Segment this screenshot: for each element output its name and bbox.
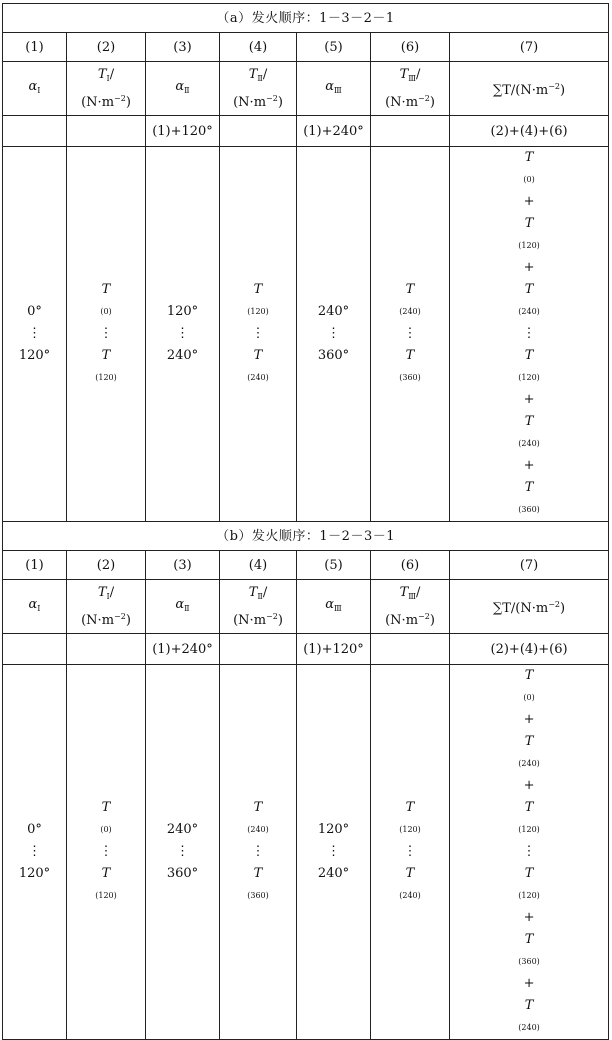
torque-symbol: T	[524, 866, 534, 881]
formula-cell	[3, 634, 67, 665]
torque-value	[220, 279, 296, 323]
torque-subscript: (240)	[518, 307, 540, 316]
plus-sign: +	[523, 778, 535, 793]
torque-subscript: (240)	[247, 373, 269, 382]
ellipsis: ⋮	[251, 326, 265, 341]
torque-subscript: (240)	[399, 891, 421, 900]
plus-sign: +	[523, 392, 535, 407]
formula-cell: (1)+240°	[297, 116, 371, 147]
torque-subscript: (360)	[399, 373, 421, 382]
angle-values	[146, 147, 220, 522]
torque-symbol: T	[253, 866, 263, 881]
torque-symbol: T	[97, 66, 107, 82]
torque-subscript: Ⅲ	[408, 591, 416, 601]
torque-subscript: (360)	[518, 505, 540, 514]
angle-value: 240°	[166, 348, 199, 363]
torque-symbol: T	[524, 480, 534, 495]
unit-text: (N·m	[233, 94, 267, 110]
unit-exponent: −2	[266, 611, 278, 621]
alpha-subscript: Ⅲ	[334, 86, 342, 95]
torque-value	[67, 863, 145, 907]
alpha-symbol: α	[28, 79, 38, 94]
torque-subscript: (240)	[399, 307, 421, 316]
formula-cell: (1)+120°	[297, 634, 371, 665]
column-number: (2)	[67, 33, 146, 62]
ellipsis: ⋮	[522, 844, 536, 859]
plus-sign: +	[523, 194, 535, 209]
column-number: (6)	[371, 551, 450, 580]
torque-values	[220, 147, 297, 522]
torque-value	[220, 345, 296, 389]
torque-symbol: T	[405, 866, 415, 881]
formula-cell: (2)+(4)+(6)	[450, 634, 609, 665]
torque-subscript: (120)	[518, 891, 540, 900]
formula-cell	[371, 116, 450, 147]
torque-subscript: (360)	[518, 957, 540, 966]
torque-subscript: Ⅲ	[408, 73, 416, 83]
angle-value: 240°	[317, 866, 350, 881]
slash: /	[262, 584, 268, 600]
column-number: (1)	[3, 33, 67, 62]
firing-order-torque-table	[2, 3, 609, 1040]
ellipsis: ⋮	[99, 326, 113, 341]
ellipsis: ⋮	[176, 326, 189, 341]
column-number: (3)	[146, 551, 220, 580]
torque-values	[371, 665, 450, 1040]
torque-value	[67, 345, 145, 389]
torque-value	[220, 797, 296, 841]
unit-exponent: −2	[114, 93, 126, 103]
unit-close: )	[277, 612, 283, 628]
torque-symbol: T	[248, 584, 258, 600]
torque-header-symbol	[220, 583, 296, 607]
ellipsis: ⋮	[251, 844, 265, 859]
torque-subscript: (240)	[247, 825, 269, 834]
torque-subscript: (0)	[100, 825, 112, 834]
angle-header	[3, 580, 67, 634]
torque-subscript: (0)	[523, 175, 535, 184]
column-number: (2)	[67, 551, 146, 580]
ellipsis: ⋮	[176, 844, 189, 859]
formula-cell	[67, 634, 146, 665]
torque-value	[371, 279, 449, 323]
symbol-header-row	[3, 62, 609, 116]
column-number-row	[3, 33, 609, 62]
angle-value: 0°	[27, 822, 42, 837]
angle-header	[146, 580, 220, 634]
formula-cell: (1)+240°	[146, 634, 220, 665]
angle-header	[297, 580, 371, 634]
torque-subscript: Ⅱ	[257, 591, 263, 601]
unit-close: )	[429, 94, 435, 110]
torque-subscript: (240)	[518, 1023, 540, 1032]
torque-symbol: T	[253, 800, 263, 815]
angle-value: 120°	[18, 866, 51, 881]
angle-header	[146, 62, 220, 116]
sum-text: ∑T/(N·m	[492, 83, 549, 98]
torque-symbol: T	[524, 932, 534, 947]
slash: /	[109, 584, 115, 600]
angle-value: 240°	[166, 822, 199, 837]
torque-header-symbol	[220, 65, 296, 89]
angle-values	[146, 665, 220, 1040]
torque-unit	[67, 89, 145, 113]
unit-text: (N·m	[81, 94, 115, 110]
angle-value: 120°	[317, 822, 350, 837]
angle-values	[3, 147, 67, 522]
torque-subscript: (120)	[95, 891, 117, 900]
torque-symbol: T	[524, 414, 534, 429]
torque-sum-expression	[450, 665, 608, 841]
torque-symbol: T	[253, 282, 263, 297]
torque-symbol: T	[405, 348, 415, 363]
unit-exponent: −2	[418, 611, 430, 621]
alpha-symbol: α	[175, 79, 185, 94]
column-number: (3)	[146, 33, 220, 62]
formula-cell	[220, 116, 297, 147]
torque-values	[67, 665, 146, 1040]
unit-close: )	[125, 612, 131, 628]
torque-value	[67, 797, 145, 841]
torque-subscript: (120)	[518, 825, 540, 834]
torque-subscript: (0)	[100, 307, 112, 316]
torque-subscript: (360)	[247, 891, 269, 900]
formula-cell	[220, 634, 297, 665]
slash: /	[416, 66, 421, 82]
total-torque-values	[450, 147, 609, 522]
unit-text: (N·m	[233, 612, 267, 628]
symbol-header-row	[3, 580, 609, 634]
torque-value	[67, 279, 145, 323]
torque-sum-expression	[450, 345, 608, 521]
torque-subscript: Ⅰ	[106, 73, 110, 83]
angle-values	[3, 665, 67, 1040]
torque-symbol: T	[524, 282, 534, 297]
torque-symbol: T	[524, 668, 534, 683]
alpha-symbol: α	[325, 597, 335, 612]
block-title-row	[3, 522, 609, 551]
unit-text: (N·m	[81, 612, 115, 628]
unit-exponent: −2	[548, 82, 561, 91]
torque-table-wrapper	[2, 3, 608, 1040]
slash: /	[109, 66, 115, 82]
unit-exponent: −2	[548, 600, 561, 609]
column-number: (5)	[297, 33, 371, 62]
ellipsis: ⋮	[403, 844, 417, 859]
torque-header-symbol	[67, 583, 145, 607]
block-title: （b）发火顺序：1－2－3－1	[3, 522, 609, 551]
column-number: (4)	[220, 551, 297, 580]
torque-subscript: (120)	[518, 241, 540, 250]
torque-symbol: T	[524, 348, 534, 363]
torque-value	[371, 863, 449, 907]
angle-value: 0°	[27, 304, 42, 319]
torque-symbol: T	[524, 150, 534, 165]
block-title: （a）发火顺序：1－3－2－1	[3, 4, 609, 33]
unit-exponent: −2	[418, 93, 430, 103]
torque-values	[67, 147, 146, 522]
ellipsis: ⋮	[99, 844, 113, 859]
torque-symbol: T	[399, 584, 409, 600]
alpha-subscript: Ⅰ	[37, 604, 41, 613]
column-number: (7)	[450, 551, 609, 580]
torque-symbol: T	[405, 800, 415, 815]
formula-cell	[371, 634, 450, 665]
torque-subscript: (0)	[523, 693, 535, 702]
torque-unit	[371, 89, 449, 113]
torque-unit	[67, 607, 145, 631]
torque-unit	[220, 89, 296, 113]
unit-exponent: −2	[114, 611, 126, 621]
alpha-symbol: α	[28, 597, 38, 612]
torque-subscript: (120)	[518, 373, 540, 382]
ellipsis: ⋮	[28, 844, 41, 859]
alpha-subscript: Ⅱ	[184, 86, 190, 95]
torque-subscript: (120)	[247, 307, 269, 316]
column-number: (1)	[3, 551, 67, 580]
angle-value: 120°	[166, 304, 199, 319]
plus-sign: +	[523, 712, 535, 727]
total-torque-header	[450, 580, 609, 634]
torque-header-symbol	[371, 583, 449, 607]
torque-sum-expression	[450, 863, 608, 1039]
alpha-subscript: Ⅲ	[334, 604, 342, 613]
angle-value: 120°	[18, 348, 51, 363]
unit-close: )	[560, 83, 566, 98]
torque-symbol: T	[524, 998, 534, 1013]
angle-values	[297, 665, 371, 1040]
angle-header	[3, 62, 67, 116]
torque-subscript: (240)	[518, 439, 540, 448]
torque-header	[67, 580, 146, 634]
formula-cell: (1)+120°	[146, 116, 220, 147]
ellipsis: ⋮	[28, 326, 41, 341]
alpha-subscript: Ⅱ	[184, 604, 190, 613]
unit-close: )	[429, 612, 435, 628]
torque-subscript: (240)	[518, 759, 540, 768]
angle-value: 360°	[166, 866, 199, 881]
unit-exponent: −2	[266, 93, 278, 103]
total-torque-header	[450, 62, 609, 116]
unit-text: (N·m	[385, 94, 419, 110]
formula-row	[3, 116, 609, 147]
torque-symbol: T	[253, 348, 263, 363]
angle-value: 360°	[317, 348, 350, 363]
alpha-symbol: α	[325, 79, 335, 94]
torque-values	[220, 665, 297, 1040]
torque-symbol: T	[101, 866, 111, 881]
torque-value	[220, 863, 296, 907]
torque-unit	[220, 607, 296, 631]
total-torque-values	[450, 665, 609, 1040]
column-number: (4)	[220, 33, 297, 62]
column-number: (7)	[450, 33, 609, 62]
unit-text: (N·m	[385, 612, 419, 628]
torque-symbol: T	[405, 282, 415, 297]
block-title-row	[3, 4, 609, 33]
formula-cell	[67, 116, 146, 147]
torque-symbol: T	[97, 584, 107, 600]
unit-close: )	[125, 94, 131, 110]
alpha-subscript: Ⅰ	[37, 86, 41, 95]
column-number: (6)	[371, 33, 450, 62]
torque-symbol: T	[101, 282, 111, 297]
torque-value	[371, 797, 449, 841]
torque-symbol: T	[399, 66, 409, 82]
torque-header	[371, 62, 450, 116]
slash: /	[416, 584, 421, 600]
torque-subscript: (120)	[399, 825, 421, 834]
angle-values	[297, 147, 371, 522]
ellipsis: ⋮	[403, 326, 417, 341]
sum-text: ∑T/(N·m	[492, 601, 549, 616]
torque-value	[371, 345, 449, 389]
plus-sign: +	[523, 910, 535, 925]
plus-sign: +	[523, 976, 535, 991]
ellipsis: ⋮	[327, 326, 340, 341]
torque-header-symbol	[371, 65, 449, 89]
ellipsis: ⋮	[327, 844, 340, 859]
torque-header	[67, 62, 146, 116]
torque-header	[220, 580, 297, 634]
slash: /	[262, 66, 268, 82]
alpha-symbol: α	[175, 597, 185, 612]
data-row	[3, 147, 609, 522]
formula-row	[3, 634, 609, 665]
torque-header	[220, 62, 297, 116]
ellipsis: ⋮	[522, 326, 536, 341]
torque-values	[371, 147, 450, 522]
torque-symbol: T	[524, 734, 534, 749]
formula-cell: (2)+(4)+(6)	[450, 116, 609, 147]
unit-close: )	[277, 94, 283, 110]
column-number: (5)	[297, 551, 371, 580]
torque-subscript: (120)	[95, 373, 117, 382]
column-number-row	[3, 551, 609, 580]
torque-sum-expression	[450, 147, 608, 323]
torque-subscript: Ⅱ	[257, 73, 263, 83]
torque-header	[371, 580, 450, 634]
torque-symbol: T	[101, 348, 111, 363]
torque-symbol: T	[101, 800, 111, 815]
angle-value: 240°	[317, 304, 350, 319]
plus-sign: +	[523, 458, 535, 473]
torque-subscript: Ⅰ	[106, 591, 110, 601]
angle-header	[297, 62, 371, 116]
formula-cell	[3, 116, 67, 147]
torque-symbol: T	[524, 216, 534, 231]
torque-symbol: T	[524, 800, 534, 815]
unit-close: )	[560, 601, 566, 616]
torque-symbol: T	[248, 66, 258, 82]
torque-unit	[371, 607, 449, 631]
torque-header-symbol	[67, 65, 145, 89]
data-row	[3, 665, 609, 1040]
plus-sign: +	[523, 260, 535, 275]
